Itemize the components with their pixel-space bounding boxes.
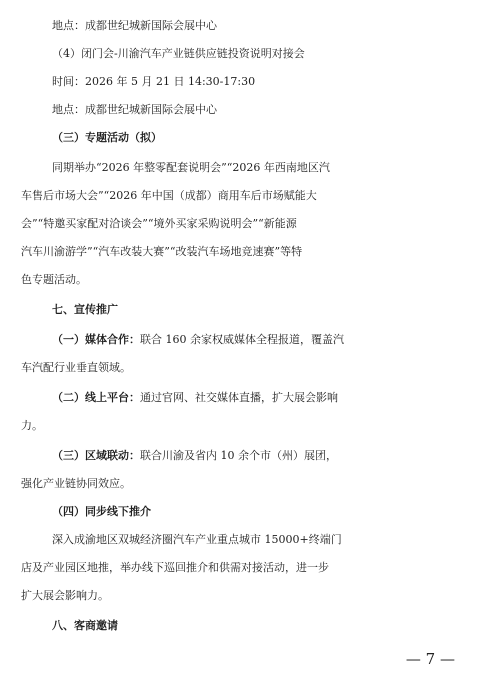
media-cooperation-text: 联合 160 余家权威媒体全程报道，覆盖汽 bbox=[140, 333, 344, 346]
paragraph-events-line-3: 会”“特邀买家配对洽谈会”“境外买家采购说明会”“新能源 bbox=[21, 217, 297, 230]
paragraph-events-line-2: 车售后市场大会”“2026 年中国（成都）商用车后市场赋能大 bbox=[21, 189, 317, 202]
online-platform-text: 通过官网、社交媒体直播，扩大展会影响 bbox=[140, 391, 338, 404]
media-cooperation-line-1 bbox=[0, 330, 481, 350]
offline-promotion-line-2: 店及产业园区地推，举办线下巡回推介和供需对接活动，进一步 bbox=[21, 561, 329, 574]
page-number: — 7 — bbox=[405, 650, 455, 668]
section-special-events-heading: （三）专题活动（拟） bbox=[52, 131, 162, 144]
paragraph-events-line-4: 汽车川渝游学”“汽车改装大赛”“改装汽车场地竞速赛”等特 bbox=[21, 245, 303, 258]
paragraph-events-line-5: 色专题活动。 bbox=[21, 273, 87, 286]
regional-linkage-text: 联合川渝及省内 10 余个市（州）展团， bbox=[140, 449, 337, 462]
online-platform-line-1 bbox=[0, 388, 481, 408]
paragraph-events-line-1: 同期举办“2026 年整零配套说明会”“2026 年西南地区汽 bbox=[52, 161, 330, 174]
section-7-heading: 七、宣传推广 bbox=[52, 303, 118, 316]
time-line: 时间：2026 年 5 月 21 日 14:30-17:30 bbox=[52, 75, 256, 88]
media-cooperation-line-2: 车汽配行业垂直领域。 bbox=[21, 361, 131, 374]
closed-meeting-title: （4）闭门会-川渝汽车产业链供应链投资说明对接会 bbox=[52, 47, 305, 60]
venue-line-1: 地点：成都世纪城新国际会展中心 bbox=[52, 19, 217, 32]
section-8-heading: 八、客商邀请 bbox=[52, 619, 118, 632]
regional-linkage-line-1 bbox=[0, 446, 481, 466]
offline-promotion-heading: （四）同步线下推介 bbox=[52, 505, 151, 518]
offline-promotion-line-1: 深入成渝地区双城经济圈汽车产业重点城市 15000+终端门 bbox=[52, 533, 342, 546]
online-platform-label: （二）线上平台： bbox=[52, 391, 140, 404]
online-platform-line-2: 力。 bbox=[21, 419, 43, 432]
media-cooperation-label: （一）媒体合作： bbox=[52, 333, 140, 346]
offline-promotion-line-3: 扩大展会影响力。 bbox=[21, 589, 109, 602]
regional-linkage-label: （三）区域联动： bbox=[52, 449, 140, 462]
venue-line-2: 地点：成都世纪城新国际会展中心 bbox=[52, 103, 217, 116]
regional-linkage-line-2: 强化产业链协同效应。 bbox=[21, 477, 131, 490]
